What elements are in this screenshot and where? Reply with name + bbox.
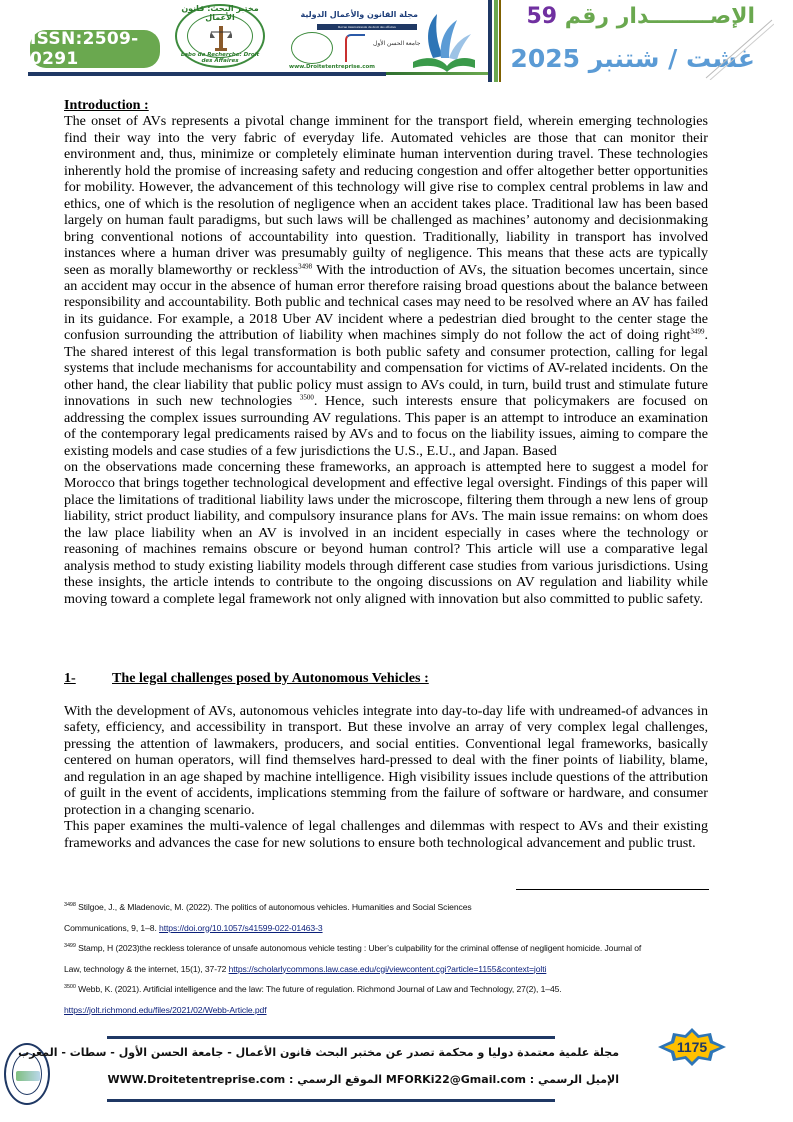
footnote-ref-3500[interactable]: 3500 xyxy=(299,393,314,402)
university-name: جامعة الحسن الأول xyxy=(373,41,421,47)
university-emblem-icon xyxy=(345,34,365,62)
journal-arabic-title: مجلة القانون والأعمال الدولية xyxy=(300,10,418,19)
page-header xyxy=(0,0,793,80)
header-divider-green xyxy=(386,72,488,75)
journal-logo xyxy=(283,4,478,74)
introduction-paragraph-2: on the observations made concerning these frameworks, an approach is attempted here to suggest a model for Morocco that brings together technological development and effective legal oversight. Findings of this paper will place the limitations of traditional liability laws under the microscope, filtering them through a new lens of group liability, strict product liability, and compulsory insurance plans for AVs. The main issue remains: on whom does the law place liability when an AV is involved in an incident especially in cases where the technology or reasoning of machines remains obscure or beyond human control? This article will use a comparative legal analysis method to study existing liability models through different case studies from various jurisdictions. Using these insights, the article intends to contribute to the ongoing discussions on AV regulation and liability while moving toward a complete legal framework not only aligned with innovation but also committed to public safety. xyxy=(64,458,708,607)
open-book-leaves-icon xyxy=(413,10,475,72)
scales-of-justice-icon xyxy=(210,24,232,52)
issue-label: الإصــــــــدار رقم xyxy=(564,4,755,29)
page-number: 1175 xyxy=(676,1039,708,1055)
footnote-separator xyxy=(516,889,709,890)
footer-contact-line: الإميل الرسمي : MFORKi22@Gmail.com الموقع الرسمي : WWW.Droitetentreprise.com xyxy=(107,1073,619,1086)
footer-divider-bottom xyxy=(107,1099,555,1102)
introduction-section xyxy=(64,97,708,607)
footnote-ref-3499[interactable]: 3499 xyxy=(690,327,705,336)
footnote-link-jolt[interactable]: https://jolt.richmond.edu/files/2021/02/Webb-Article.pdf xyxy=(64,1004,267,1015)
footer-journal-description: مجلة علمية معتمدة دوليا و محكمة تصدر عن مختبر البحث قانون الأعمال - جامعة الحسن الأول - سطات - المغرب xyxy=(18,1046,619,1059)
footer-divider-top xyxy=(107,1036,555,1039)
seal-emblem-icon xyxy=(16,1071,40,1081)
section-1-heading xyxy=(64,670,708,687)
issue-date: غشت / شتنبر 2025 xyxy=(510,44,755,73)
section-1-body xyxy=(64,703,708,851)
footnote-link-scholarlycommons[interactable]: https://scholarlycommons.law.case.edu/cgi/viewcontent.cgi?article=1155&context=jolti xyxy=(228,963,547,974)
seal-latin-text: Labo de Recherche: Droit des Affaires xyxy=(180,52,260,64)
decorative-diagonal-lines xyxy=(704,18,774,80)
page-number-badge xyxy=(657,1027,727,1067)
footnote-3498: $^{3498}$ Stilgoe, J., & Mladenovic, M. (2022). The politics of autonomous vehicles. Humanities and Social Sciences xyxy=(64,902,472,912)
footnote-3500: $^{3500}$ Webb, K. (2021). Artificial intelligence and the law: The future of regulation. Richmond Journal of Law and Technology, 27(2), 1–45. xyxy=(64,984,562,994)
journal-website: www.Droitetentreprise.com xyxy=(289,64,376,70)
section-1-paragraph-1: With the development of AVs, autonomous vehicles integrate into day-to-day life with undreamed-of advances in safety, efficiency, and accessibility in transport. But these involve an array of very complex legal challenges, pressing the attention of lawmakers, producers, and social entities. Conventional legal frameworks, basically centered on human operators, will find themselves hard-pressed to deal with the finer points of liability, blame, and regulation in an age shaped by machine intelligence. High visibility issues include questions of the attribution of guilt in the event of accidents, implications stemming from the failure of software or hardware, and consumer protection in a changing scenario. xyxy=(64,703,708,818)
introduction-heading: Introduction : xyxy=(64,97,149,113)
footnote-link-doi[interactable]: https://doi.org/10.1057/s41599-022-01463-3 xyxy=(159,922,323,933)
introduction-paragraph-1: The onset of AVs represents a pivotal change imminent for the transport field, wherein emerging technologies find their way into the very fabric of everyday life. Automated vehicles are those that can monitor their environment and, thus, minimize or completely eliminate human intervention during travel. These technologies inherently hold the promise of increasing safety and reducing congestion and offer altogether better opportunities for mobility. However, the advancement of this technology will give rise to complex central problems in law and ethics, one of which is the resolution of negligence when an accident takes place. Traditional law has been based largely on human fault paradigms, but such laws will be challenged as machines’ autonomy and decisionmaking bring conventional notions of accountability into question. Traditionally, liability in transport has involved instances where a human driver was presumably guilty of negligence. This means that these acts are typically seen as morally blameworthy or reckless$^{3498}$ With the introduction of AVs, the situation becomes uncertain, since an accident may occur in the absence of human error therefore raising broad questions about the balance between responsibility and accountability. Both public and technical cases may need to be resolved where an AV has failed in its guidance. For example, a 2018 Uber AV incident where a pedestrian died brought to the center stage the confusion surrounding the attribution of liability when machines simply do not follow the act of doing right$^{3499}$. The shared interest of this legal transformation is both public safety and consumer protection, calling for legal systems that include mechanisms for accountability and compensation for victims of AV-related incidents. On the other hand, the clear liability that public policy must assign to AVs could, in turn, build trust and stimulate future innovations in such new technologies $^{3500}$. Hence, such interests ensure that policymakers are focused on addressing the complex issues surrounding AV regulations. This paper is an attempt to introduce an examination of the contemporary legal predicaments raised by AVs and to focus on the liability issues, aiming to compare the existing models and case studies of a few jurisdictions the U.S., E.U., and Japan. Based xyxy=(64,113,709,459)
header-vertical-bars xyxy=(488,0,502,82)
section-number: 1- xyxy=(64,670,76,686)
section-title: The legal challenges posed by Autonomous Vehicles : xyxy=(112,670,429,686)
journal-french-title: Revue internationale du droit des affaires xyxy=(317,24,417,30)
issn-badge: ISSN:2509-0291 xyxy=(30,30,160,68)
footnote-3499: $^{3499}$ Stamp, H (2023)the reckless tolerance of unsafe autonomous vehicle testing : Uber’s culpability for the criminal offense of negligent homicide. Journal of xyxy=(64,943,642,953)
seal-arabic-text: مختبر البحث: قانون الأعمال xyxy=(181,4,259,22)
footnote-ref-3498[interactable]: 3498 xyxy=(298,261,313,270)
issue-number: 59 xyxy=(526,4,558,29)
mini-lab-seal-icon xyxy=(291,32,333,64)
section-1-paragraph-2: This paper examines the multi-valence of legal challenges and dilemmas with respect to AVs and their existing frameworks and advances the case for new solutions to ensure both technological advancement and public trust. xyxy=(64,818,708,851)
footnotes: $^{3498}$ Stilgoe, J., & Mladenovic, M. (2022). The politics of autonomous vehicles. Humanities and Social Sciences Communications, 9, 1–8. https://doi.org/10.1057/s41599-022-01463-3 $^{3499}$ Stamp, H (2023)the reckless tolerance of unsafe autonomous vehicle testing : Uber’s culpability for the criminal offense of negligent homicide. Journal of Law, technology & the internet, 15(1), 37-72 https://scholarlycommons.law.case.edu/cgi/viewcontent.cgi?article=1155&context=jolti $^{3500}$ Webb, K. (2021). Artificial intelligence and the law: The future of regulation. Richmond Journal of Law and Technology, 27(2), 1–45. https://jolt.richmond.edu/files/2021/02/Webb-Article.pdf xyxy=(64,897,724,1020)
research-lab-seal-logo xyxy=(175,4,265,68)
header-divider-navy xyxy=(28,72,386,76)
